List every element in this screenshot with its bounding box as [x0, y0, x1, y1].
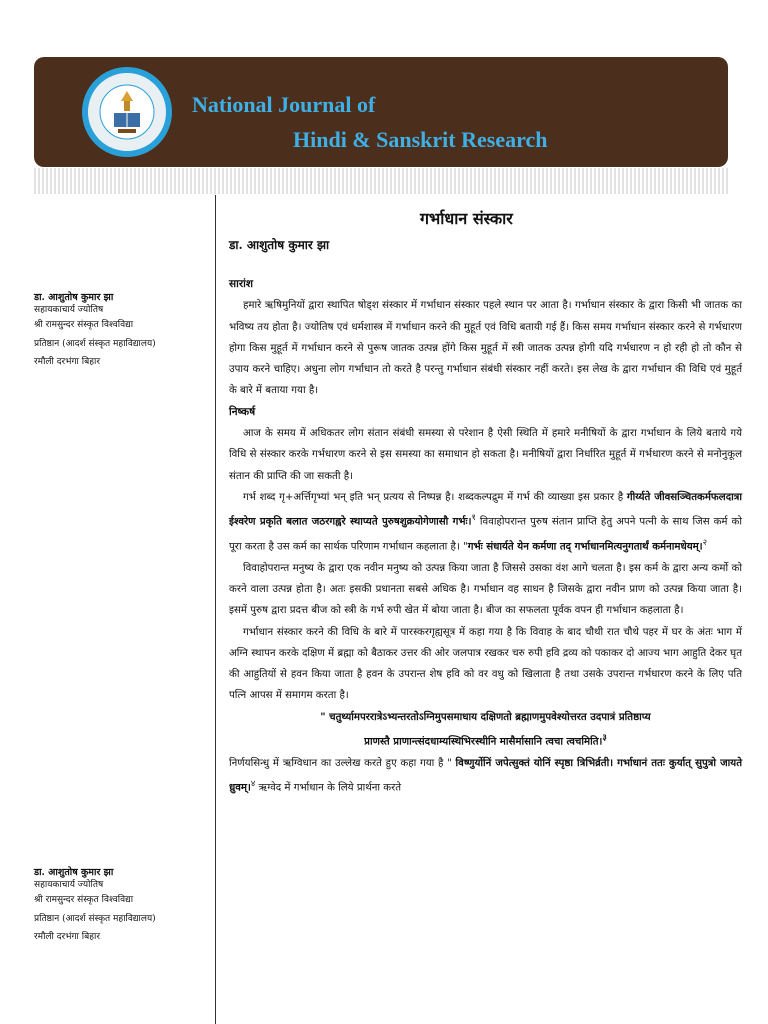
sidebar-author-designation: सहायकाचार्य ज्योतिष — [34, 305, 104, 315]
sidebar-author-name: डा. आशुतोष कुमार झा — [34, 867, 114, 878]
footnote-ref-4: ४ — [250, 779, 256, 789]
body-paragraph-2: गर्भाधान संस्कार करने की विधि के बारे में पारस्करगृह्यसूत्र में कहा गया है कि विवाह के बाद चौथी रात चौथे पहर में घर के अंतः भाग में अग्नि स्थापन करके दक्षिण में ब्रह्मा को बैठाकर उत्तर की ओर जलपात्र रखकर चरु रुपी हवि द्रव्य को पकाकर दो आज्य भाग आहुति देकर घृत की आहुतियों से हवन किया जाता है हवन के उपरान्त शेष हवि को वर वधु को खिलाता है तथा उसके उपरान्त गर्भधारण करने के लिए पति पत्नि आपस में समागम करता है। — [229, 626, 742, 702]
author-sidebar-block-2 — [34, 867, 214, 947]
sidebar-author-institution: श्री रामसुन्दर संस्कृत विश्वविद्या — [34, 895, 134, 905]
sidebar-author-institution-2: प्रतिष्ठान (आदर्श संस्कृत महाविद्यालय) — [34, 338, 156, 349]
article-title: गर्भाधान संस्कार — [420, 209, 513, 228]
abstract-heading: सारांश — [229, 278, 253, 290]
footnote-ref: १ — [471, 513, 476, 524]
sanskrit-quote: गीर्य्यते जीवसञ्चितकर्मफलदात्रा ईश्वरेण प्रकृति बलात जठरगह्वरे स्थाप्यते पुरुषशुक्रयोगेणासौ गर्भः। — [229, 490, 743, 528]
logo-emblem-icon — [88, 73, 166, 151]
article-body — [229, 274, 742, 799]
author-sidebar-block — [34, 292, 214, 372]
footnote-ref-2: २ — [702, 537, 708, 548]
sanskrit-verse-line2 — [229, 728, 742, 753]
column-divider — [215, 195, 216, 1024]
sidebar-author-address: रमौली दरभंगा बिहार — [34, 932, 100, 942]
sanskrit-quote-3: विष्णुर्योनिं जपेत्सुक्तं योनिं स्पृष्ठा त्रिभिर्व्रती। गर्भाधानं ततः कुर्यात् सुपुत्रो जायते ध्रुवम्। — [229, 756, 742, 794]
article-author: डा. आशुतोष कुमार झा — [229, 238, 330, 252]
body-paragraph: विवाहोपरान्त मनुष्य के द्वारा एक नवीन मनुष्य को उत्पन्न किया जाता है जिससे उसका वंश आगे चलता है। इस कर्म के द्वारा अन्य कर्मो को करने वाला उत्पन्न होता है। अतः इसकी प्रधानता सबसे अधिक है। गर्भाधान वह साधन है जिसके द्वारा नवीन प्राण को उत्पन्न किया जाता है। इसमें पुरुष द्वारा प्रदत्त बीज को स्त्री के गर्भ रुपी खेत में बोया जाता है। बीज का सफलता पूर्वक वपन ही गर्भाधान कहलाता है। — [229, 562, 742, 617]
conclusion-heading: निष्कर्ष — [229, 405, 256, 418]
sidebar-author-institution-2: प्रतिष्ठान (आदर्श संस्कृत महाविद्यालय) — [34, 913, 156, 924]
sidebar-author-institution: श्री रामसुन्दर संस्कृत विश्वविद्या — [34, 320, 134, 330]
conclusion-paragraph: आज के समय में अधिकतर लोग संतान संबंधी समस्या से परेशान है ऐसी स्थिति में हमारे मनीषियों के द्वारा गर्भाधान के लिये बताये गये विधि से संस्कार करके गर्भधारण करने से इस समस्या का समाधान हो सकता है। मनीषियों द्वारा निर्धारित मुहूर्त में गर्भधारण करने से मनोनुकूल संतान की प्राप्ति की जा सकती है। — [229, 428, 742, 482]
body-text: निर्णयसिन्धु में ऋग्विधान का उल्लेख करते हुए कहा गया है " — [229, 757, 456, 769]
sanskrit-verse-line1: " चतुर्थ्यामपररात्रेऽभ्यन्तरतोऽग्निमुपसमाधाय दक्षिणतो ब्रह्माणमुपवेश्योत्तरत उदपात्रं प्रतिष्ठाप्य — [320, 710, 651, 723]
etymology-paragraph — [229, 487, 742, 558]
footnote-ref-3: ३ — [602, 733, 607, 744]
journal-title-line1: National Journal of — [192, 92, 376, 117]
sanskrit-quote-2: गर्भः संधार्यते येन कर्मणा तद् गर्भाधानमित्यनुगतार्थं कर्मनामधेयम्। — [467, 540, 703, 553]
sidebar-author-name: डा. आशुतोष कुमार झा — [34, 292, 114, 303]
sidebar-author-designation: सहायकाचार्य ज्योतिष — [34, 880, 104, 890]
etymology-text-2: विवाहोपरान्त पुरुष संतान प्राप्ति हेतु अपने पत्नी के साथ जिस कर्म को पूरा करता है उस कर्म का सार्थक परिणाम गर्भाधान कहलाता है। " — [229, 516, 742, 553]
abstract-paragraph: हमारे ऋषिमुनियों द्वारा स्थापित षोड्श संस्कार में गर्भाधान संस्कार पहले स्थान पर आता है। गर्भाधान संस्कार के द्वारा किसी भी जातक का भविष्य तय होता है। ज्योतिष एवं धर्मशास्त्र में गर्भाधान करने की मुहूर्त एवं विधि बतायी गई हैं। किस समय गर्भाधान संस्कार करने से गर्भधारण होगा किस मुहूर्त में गर्भाधान करने से पुरूष जातक उत्पन्न होंगे किस मुहूर्त में स्त्री जातक उत्पन्न होगी यदि गर्भधारण न हो रही हो तो कौन से उपाय करने चाहिए। अधुना लोग गर्भाधान तो करते है परन्तु गर्भाधान संबंधी संस्कार नहीं करते। इस लेख के द्वारा गर्भाधान की विधि एवं मुहूर्त के बारे में बताया गया है। — [229, 300, 742, 397]
banner-divider-stripes — [34, 168, 728, 194]
etymology-text: गर्भ शब्द गृ+अर्त्तिगृभ्यां भन् इति भन् प्रत्यय से निष्पन्न है। शब्दकल्पद्रुम में गर्भ की व्याख्या इस प्रकार है — [243, 491, 627, 503]
sidebar-author-address: रमौली दरभंगा बिहार — [34, 357, 100, 367]
journal-title-line2: Hindi & Sanskrit Research — [293, 127, 548, 152]
body-paragraph-3 — [229, 753, 742, 799]
journal-logo-icon — [82, 67, 172, 157]
sanskrit-verse-text: प्राणस्तै प्राणान्त्संदधाम्यस्थिभिरस्थीनि मासैर्मासानि त्वचा त्वचमिति। — [364, 735, 603, 748]
body-text-end: ऋग्वेद में गर्भाधान के लिये प्रार्थना करते — [255, 782, 402, 794]
journal-banner — [34, 57, 728, 167]
